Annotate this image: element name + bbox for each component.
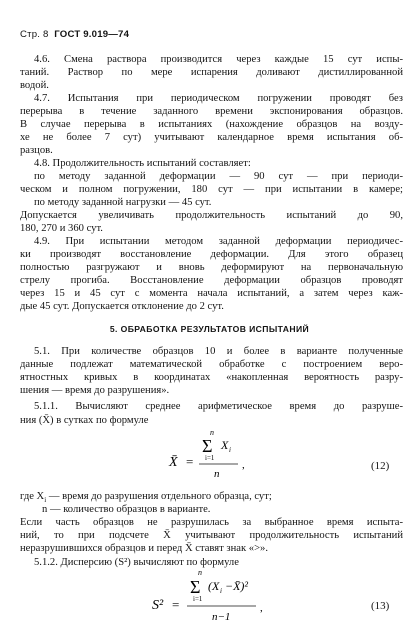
text-line: водой. <box>20 80 49 91</box>
text-line: данные подлежат математической обработке с построением веро- <box>20 359 403 370</box>
text-line: по методу заданной деформации — 90 сут — при периоди- <box>34 171 403 182</box>
sum-term-subscript: i <box>220 587 222 595</box>
section-heading: 5. ОБРАБОТКА РЕЗУЛЬТАТОВ ИСПЫТАНИЙ <box>109 324 310 334</box>
text-line: 4.7. Испытания при периодическом погружении проводят без <box>34 93 403 104</box>
text-line: неразрушившихся образцов и перед X̄ ставят знак «>». <box>20 543 268 554</box>
standard-code: ГОСТ 9.019—74 <box>54 29 130 40</box>
text-line: 4.6. Смена раствора производится через каждые 15 сут испы- <box>34 54 403 65</box>
formula-comma: , <box>242 459 245 471</box>
sum-upper-limit: n <box>198 568 202 577</box>
text-line: 180, 270 и 360 сут. <box>20 223 103 234</box>
formula-equals: = <box>172 597 180 612</box>
formula-13 <box>150 566 280 632</box>
text-line: 4.8. Продолжительность испытаний составляет: <box>34 158 251 169</box>
formula-lhs: X̄ <box>169 455 178 470</box>
formula-comma: , <box>260 602 263 614</box>
text-line: В случае перерыва в испытаниях (нахождение образцов на возду- <box>20 119 403 130</box>
formula-13-svg <box>150 566 280 632</box>
sigma-symbol: Σ <box>202 436 213 456</box>
sigma-symbol: Σ <box>190 577 201 597</box>
formula-lhs: S² <box>152 598 164 613</box>
sum-upper-limit: n <box>210 428 214 437</box>
text-line: через 15 и 45 сут с момента начала испытаний, а затем через каж- <box>20 288 403 299</box>
sum-lower-limit: i=1 <box>193 595 203 603</box>
text-line: ки производят восстановление деформации. Для этого образец <box>20 249 403 260</box>
text-line: перерыва в течение заданного времени экспонирования образцов. <box>20 106 403 117</box>
text-line: 5.1.2. Дисперсию (S²) вычисляют по формуле <box>34 557 239 568</box>
text-line: 5.1. При количестве образцов 10 и более в варианте полученные <box>34 346 403 357</box>
text-line: по методу заданной нагрузки — 45 сут. <box>34 197 212 208</box>
text-line: дые 45 сут. Допускается отклонение до 2 сут. <box>20 301 224 312</box>
text-line: таний. Раствор по мере испарения доливают дистиллированной <box>20 67 403 78</box>
text-line: полностью разгружают и вновь деформируют на первоначальную <box>20 262 403 273</box>
equation-number: (13) <box>371 600 390 612</box>
sum-lower-limit: i=1 <box>205 454 215 462</box>
page-number: Стр. 8 <box>20 29 49 40</box>
sum-term: (X <box>208 579 220 593</box>
text-line: стрелу прогиба. Восстановление деформации образцов проводят <box>20 275 403 286</box>
sum-term: X <box>221 438 229 452</box>
formula-legend-line: где $X_i$ — время до разрушения отдельного образца, сут; <box>20 491 272 505</box>
text-line: ний, то при подсчете X̄ учитывают продолжительность испытаний <box>20 530 403 541</box>
text-line: разцов. <box>20 145 53 156</box>
text-line: ческом и полном погружении, 180 сут — при испытании в камере; <box>20 184 403 195</box>
formula-denominator: n <box>214 468 220 480</box>
formula-denominator: n−1 <box>212 611 231 623</box>
text-line: ния (X̄) в сутках по формуле <box>20 415 149 426</box>
equation-number: (12) <box>371 460 390 472</box>
text-line: 4.9. При испытании методом заданной деформации периодичес- <box>34 236 403 247</box>
text-line: шения — время до разрушения». <box>20 385 170 396</box>
text-line: хе не более 7 сут) учитывают календарное время испытания об- <box>20 132 403 143</box>
formula-legend-line: n — количество образцов в варианте. <box>42 504 211 515</box>
text-line: ятностных кривых в координатах «накопленная вероятность разру- <box>20 372 403 383</box>
text-line: 5.1.1. Вычисляют среднее арифметическое время до разруше- <box>34 401 403 412</box>
sum-term-subscript: i <box>229 446 231 454</box>
text-line: Если часть образцов не разрушилась за выбранное время испыта- <box>20 517 403 528</box>
text-line: Допускается увеличивать продолжительность испытаний до 90, <box>20 210 403 221</box>
formula-12-svg <box>166 427 266 487</box>
sum-term-rest: −X̄)² <box>225 579 249 593</box>
formula-12 <box>166 427 266 487</box>
page-header <box>20 29 129 40</box>
formula-equals: = <box>186 454 194 469</box>
